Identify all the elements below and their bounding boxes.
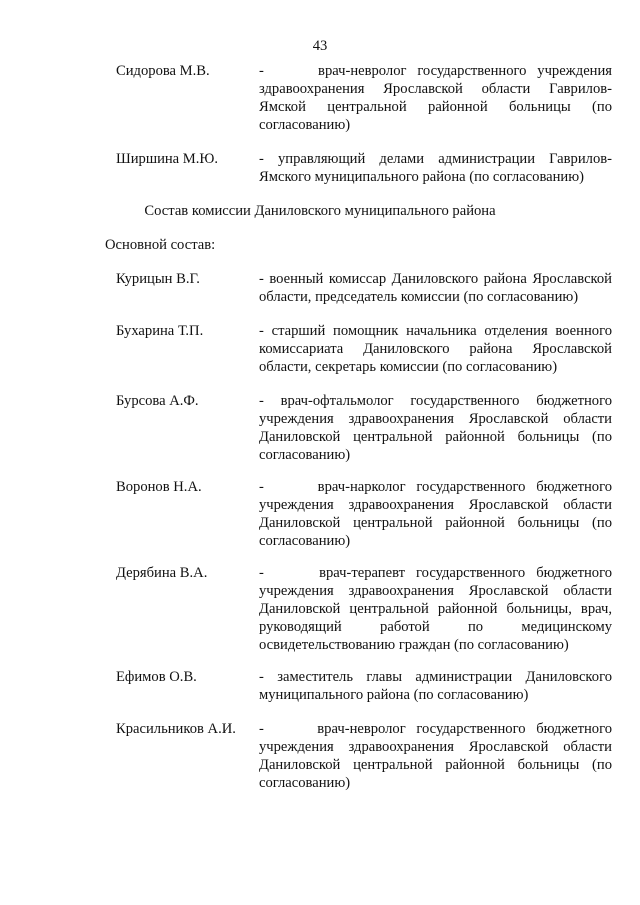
member-description: - управляющий делами администрации Гаврилов-Ямского муниципального района (по согласованию) [259, 151, 612, 185]
member-name: Курицын В.Г. [116, 271, 200, 287]
member-name: Дерябина В.А. [116, 565, 208, 581]
member-description: - врач-невролог государственного бюджетного учреждения здравоохранения Ярославской области Даниловской центральной районной больницы (по согласованию) [259, 721, 612, 791]
member-description: - заместитель главы администрации Даниловского муниципального района (по согласованию) [259, 669, 612, 703]
member-description: - старший помощник начальника отделения военного комиссариата Даниловского района Ярославской области, секретарь комиссии (по согласованию) [259, 323, 612, 375]
member-name: Сидорова М.В. [116, 63, 210, 79]
section-title: Состав комиссии Даниловского муниципального района [144, 203, 496, 219]
member-name: Бухарина Т.П. [116, 323, 204, 339]
member-name: Бурсова А.Ф. [116, 393, 199, 409]
member-name: Ефимов О.В. [116, 669, 197, 685]
member-description: - военный комиссар Даниловского района Ярославской области, председатель комиссии (по согласованию) [259, 271, 612, 305]
member-description: - врач-невролог государственного учреждения здравоохранения Ярославской области Гаврилов-Ямской центральной районной больницы (по согласованию) [259, 63, 612, 133]
subsection-title: Основной состав: [105, 237, 216, 253]
member-name: Красильников А.И. [116, 721, 236, 737]
member-description: - врач-терапевт государственного бюджетного учреждения здравоохранения Ярославской области Даниловской центральной районной больницы, врач, руководящий работой по медицинскому освидетельствованию граждан (по согласованию) [259, 565, 612, 653]
member-name: Воронов Н.А. [116, 479, 202, 495]
page-number: 43 [312, 38, 328, 54]
member-description: - врач-нарколог государственного бюджетного учреждения здравоохранения Ярославской области Даниловской центральной районной больницы (по согласованию) [259, 479, 612, 549]
member-description: - врач-офтальмолог государственного бюджетного учреждения здравоохранения Ярославской области Даниловской центральной районной больницы (по согласованию) [259, 393, 612, 463]
member-name: Ширшина М.Ю. [116, 151, 219, 167]
